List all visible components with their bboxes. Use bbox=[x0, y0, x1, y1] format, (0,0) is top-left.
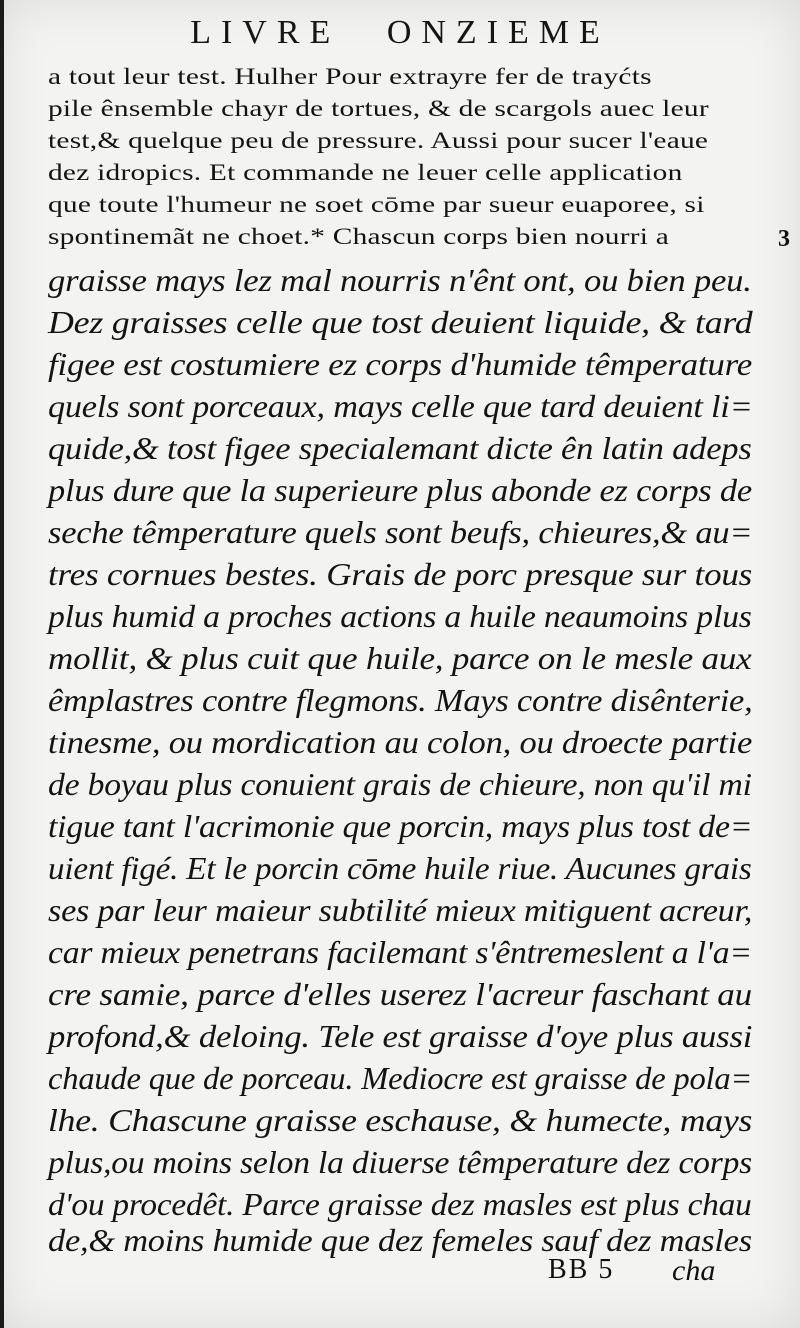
text-line: seche têmperature quels sont beufs, chieures,& au= bbox=[48, 514, 753, 550]
text-line: tinesme, ou mordication au colon, ou droecte partie bbox=[48, 724, 753, 760]
text-line: Dez graisses celle que tost deuient liquide, & tard bbox=[48, 304, 753, 340]
page-edge-shadow bbox=[0, 0, 4, 1328]
text-line: quide,& tost figee specialemant dicte ên latin adeps bbox=[48, 430, 752, 466]
text-line: profond,& deloing. Tele est graisse d'oye plus aussi bbox=[48, 1018, 753, 1054]
signature-mark: BB 5 bbox=[548, 1254, 615, 1285]
text-line: êmplastres contre flegmons. Mays contre disênterie, bbox=[48, 682, 753, 718]
text-line: spontinemãt ne choet.* Chascun corps bien nourri a bbox=[48, 224, 670, 250]
header-left: LIVRE bbox=[190, 14, 341, 51]
text-line: ses par leur maieur subtilité mieux mitiguent acreur, bbox=[48, 892, 753, 928]
text-line: mollit, & plus cuit que huile, parce on le mesle aux bbox=[48, 640, 752, 676]
text-line: a tout leur test. Hulher Pour extrayre fer de trayćts bbox=[48, 64, 652, 90]
text-line: uient figé. Et le porcin cōme huile riue. Aucunes grais bbox=[48, 850, 752, 886]
text-line: car mieux penetrans facilemant s'êntremeslent a l'a= bbox=[48, 934, 752, 970]
text-line: graisse mays lez mal nourris n'ênt ont, ou bien peu. bbox=[48, 262, 752, 298]
text-line: test,& quelque peu de pressure. Aussi pour sucer l'eaue bbox=[48, 128, 709, 154]
text-line: tigue tant l'acrimonie que porcin, mays plus tost de= bbox=[48, 808, 753, 844]
text-line: quels sont porceaux, mays celle que tard deuient li= bbox=[48, 388, 753, 424]
text-line: chaude que de porceau. Mediocre est graisse de pola= bbox=[48, 1060, 753, 1096]
text-line: plus dure que la superieure plus abonde ez corps de bbox=[48, 472, 752, 508]
text-line: tres cornues bestes. Grais de porc presque sur tous bbox=[48, 556, 753, 592]
catchword: cha bbox=[672, 1254, 716, 1287]
text-line: de,& moins humide que dez femeles sauf dez masles bbox=[48, 1222, 752, 1258]
text-line: pile ênsemble chayr de tortues, & de scargols auec leur bbox=[48, 96, 709, 122]
text-line: d'ou procedêt. Parce graisse dez masles est plus chau bbox=[48, 1186, 752, 1222]
text-line: de boyau plus conuient grais de chieure, non qu'il mi bbox=[48, 766, 752, 802]
text-line: lhe. Chascune graisse eschause, & humecte, mays bbox=[48, 1102, 753, 1138]
text-line: plus humid a proches actions a huile neaumoins plus bbox=[48, 598, 752, 634]
text-line: cre samie, parce d'elles userez l'acreur faschant au bbox=[48, 976, 752, 1012]
text-line: que toute l'humeur ne soet cōme par sueur euaporee, si bbox=[48, 192, 705, 218]
text-line: dez idropics. Et commande ne leuer celle application bbox=[48, 160, 683, 186]
text-line: plus,ou moins selon la diuerse têmperature dez corps bbox=[48, 1144, 753, 1180]
header-right: ONZIEME bbox=[386, 14, 610, 51]
margin-mark: 3 bbox=[778, 226, 790, 252]
text-line: figee est costumiere ez corps d'humide têmperature bbox=[48, 346, 752, 382]
running-header bbox=[0, 14, 800, 52]
